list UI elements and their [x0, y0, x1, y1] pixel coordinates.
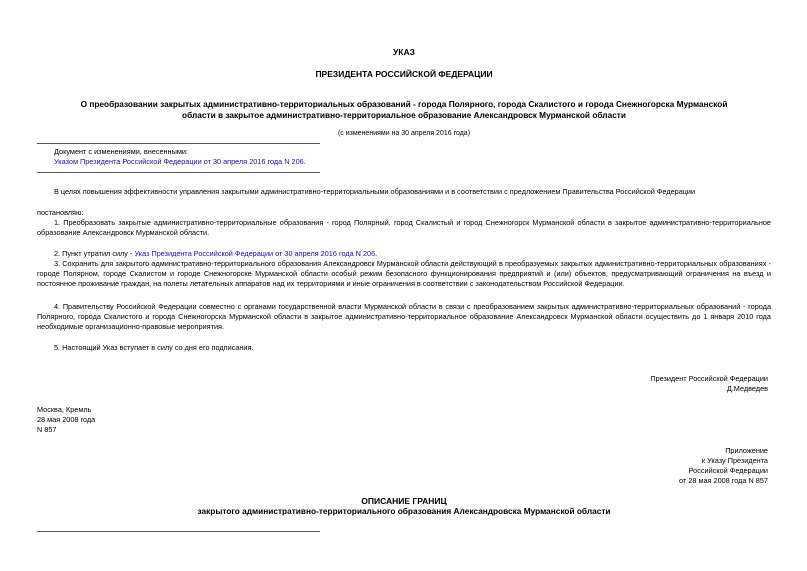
decree-subject-line1: О преобразовании закрытых административно-территориальных образований - города Полярного, города Скалистого и города Снежногорска Мурманской: [80, 99, 728, 109]
repealing-decree-link[interactable]: Указ Президента Российской Федерации от 30 апреля 2016 года N 206: [134, 249, 376, 258]
signing-date: 28 мая 2008 года: [37, 415, 96, 424]
appendix-line-4: от 28 мая 2008 года N 857: [679, 476, 768, 485]
paragraph-5: 5. Настоящий Указ вступает в силу со дня его подписания.: [54, 343, 254, 352]
paragraph-2-prefix: 2. Пункт утратил силу -: [54, 249, 135, 258]
amendments-link-line: [54, 157, 454, 167]
decree-title: УКАЗ: [393, 47, 415, 57]
footnote-rule: [37, 531, 320, 532]
appendix-line-2: к Указу Президента: [701, 456, 768, 465]
decree-issuer: ПРЕЗИДЕНТА РОССИЙСКОЙ ФЕДЕРАЦИИ: [315, 69, 493, 79]
paragraph-4: 4. Правительству Российской Федерации совместно с органами государственной власти Мурманской области в связи с преобразованием закрытых административно-территориальных образований - города Полярного, города Скалистого и города Снежногорска Мурманской области в закрытое административно-территориальное образование Александровск Мурманской области осуществить до 1 января 2010 года необходимые организационно-правовые мероприятия.: [37, 302, 771, 331]
appendix-line-3: Российской Федерации: [688, 466, 768, 475]
appendix-line-1: Приложение: [725, 446, 768, 455]
amendments-top-rule: [37, 143, 320, 144]
amendments-bottom-rule: [37, 172, 320, 173]
signature-name: Д.Медведев: [726, 384, 768, 393]
decree-word: постановляю:: [37, 208, 84, 217]
paragraph-1: 1. Преобразовать закрытые административно-территориальные образования - город Полярный, город Скалистый и город Снежногорск Мурманской области в закрытое административно-территориальное образование Александровск Мурманской области.: [37, 218, 771, 237]
decree-number: N 857: [37, 425, 57, 434]
paragraph-2: [37, 249, 771, 259]
decree-subject-line2: области в закрытое административно-территориальное образование Александровск Мурманской области: [182, 110, 626, 120]
paragraph-2-suffix: .: [375, 249, 378, 258]
preamble: В целях повышения эффективности управления закрытыми административно-территориальными образованиями и в соответствии с предложением Правительства Российской Федерации: [54, 187, 696, 196]
amendment-decree-link[interactable]: Указом Президента Российской Федерации от 30 апреля 2016 года N 206: [54, 157, 304, 166]
signing-place: Москва, Кремль: [37, 405, 92, 414]
paragraph-3: 3. Сохранить для закрытого административно-территориального образования Александровск Мурманской области действующий в преобразуемых закрытых административно-территориальных образованиях - городе Полярном, городе Скалистом и городе Снежногорске Мурманской области особый режим безопасного функционирования предприятий и (или) объектов, предусматривающий ограничения на въезд и постоянное проживание граждан, на полеты летательных аппаратов над их территориями и иные ограничения в соответствии с законодательством Российской Федерации.: [37, 259, 771, 288]
appendix-title: ОПИСАНИЕ ГРАНИЦ: [361, 496, 447, 506]
amendments-note: (с изменениями на 30 апреля 2016 года): [337, 130, 471, 137]
appendix-subtitle: закрытого административно-территориального образования Александровска Мурманской области: [197, 506, 611, 516]
signature-position: Президент Российской Федерации: [650, 374, 768, 383]
amendments-label: Документ с изменениями, внесенными:: [54, 147, 188, 156]
amendments-link-suffix: .: [303, 157, 306, 166]
